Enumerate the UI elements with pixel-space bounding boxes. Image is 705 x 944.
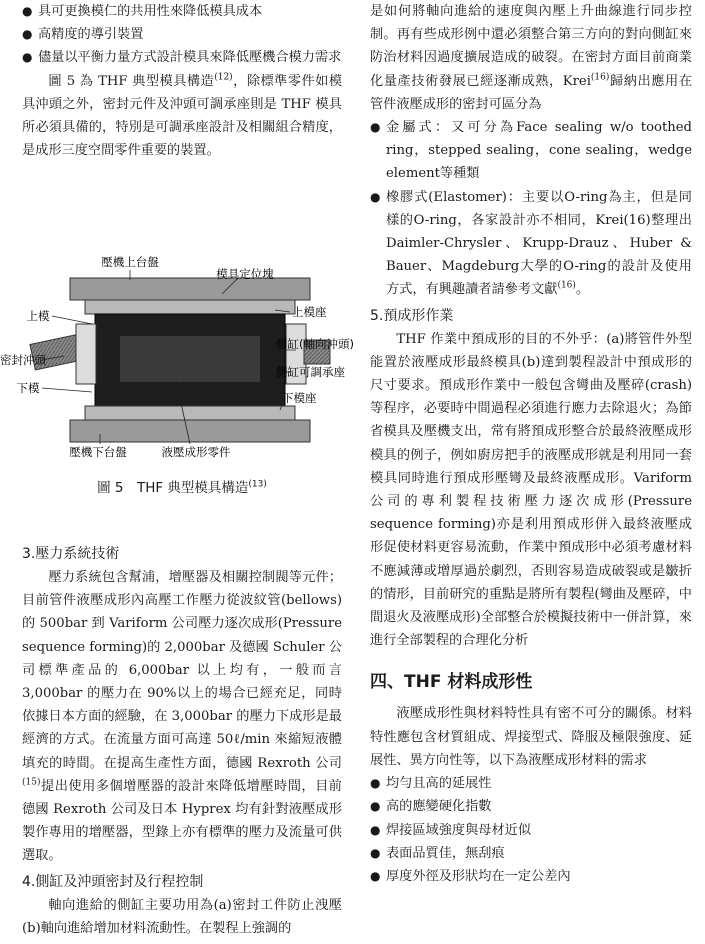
list-item: ● 金屬式：又可分為Face sealing w/o toothed ring，stepped sealing，cone sealing，wedge element等種類 [370,116,692,186]
upper-platen [70,278,310,300]
left-column-lower [22,466,342,496]
list-item: ● 高精度的導引裝置 [22,23,342,46]
label-side-cylinder: 側缸(軸向沖頭) [276,337,354,351]
bullet-icon: ● [370,799,381,814]
figure-intro-paragraph: 圖 5 為 THF 典型模具構造$^{(12)}$，除標準零件如模具沖頭之外，密封元件及沖頭可調承座則是 THF 模具所必須具備的，特別是可調承座設計及相關組合精度，是成形三度空間零件重要的裝置。 [22,72,343,159]
lower-seat [85,406,295,420]
label-upper-die: 上模 [26,309,50,323]
label-lower-die: 下模 [16,381,40,395]
label-lower-seat: 下模座 [282,391,317,405]
label-adjustable-seat: 側缸可調承座 [276,365,345,379]
list-item: ● 厚度外徑及形狀均在一定公差內 [370,865,692,888]
list-item: ● 儘量以平衡力量方式設計模具來降低壓機合模力需求 [22,46,342,69]
label-lower-platen: 壓機下台盤 [69,445,127,459]
section-5-title: 5.預成形作業 [370,307,454,324]
section-3-paragraph: 壓力系統包含幫浦，增壓器及相關控制閥等元件；目前管件液壓成形內高壓工作壓力從波紋管(bellows)的 500bar 到 Variform 公司壓力逐次成形(Pressure sequence forming)的 2,000bar 及德國 Schuler 公司標準產品的 6,000bar 以上均有，一般而言 3,000bar 的壓力在 90%以上的場合已經充足，同時依據日本方面的經驗，在 3,000bar 的壓力下成形是最經濟的方式。在流量方面可高達 50ℓ/min 來縮短液體填充的時間。在提高生產性方面，德國 Rexroth 公司$^{(15)}$提出使用多個增壓器的設計來降低增壓時間，目前德國 Rexroth 公司及日本 Hyprex 均有針對液壓成形製作專用的增壓器，型錄上亦有標準的壓力及流量可供選取。 [22,570,342,864]
list-item: ● 表面品質佳，無刮痕 [370,842,692,865]
left-adjustable-seat [76,324,96,384]
label-die-locator: 模具定位塊 [216,267,274,281]
upper-seat [85,300,295,314]
bullet-icon: ● [370,868,381,883]
lower-platen [70,420,310,442]
bullet-icon: ● [370,120,381,135]
bullet-icon: ● [370,189,381,204]
material-paragraph: 液壓成形性與材料特性具有密不可分的關係。材料特性應包含材質組成、焊接型式、降服及極限強度、延展性、異方向性等，以下為液壓成形材料的需求 [370,706,692,768]
label-seal-punch: 密封沖頭 [0,353,46,367]
figure-caption: 圖 5 THF 典型模具構造$^{(13)}$ [97,479,267,496]
section-4-paragraph: 軸向進給的側缸主要功用為(a)密封工件防止洩壓(b)軸向進給增加材料流動性。在製程上強調的 [22,897,342,936]
hydroformed-part [120,336,260,382]
sealing-paragraph: 是如何將軸向進給的速度與內壓上升曲線進行同步控制。再有些成形例中還必須整合第三方向的對向側缸來防治材料因過度擴展造成的破裂。在密封方面目前商業化量產技術發展已經逐漸成熟，Krei$^{(16)}$歸納出應用在管件液壓成形的密封可區分為 [370,4,693,112]
section-4-title: 4.側缸及沖頭密封及行程控制 [22,873,204,890]
bullet-icon: ● [22,50,33,65]
bullet-icon: ● [22,4,33,18]
die-structure-diagram [0,252,360,462]
list-item: ● 具可更換模仁的共用性來降低模具成本 [22,0,342,23]
bullet-icon: ● [370,845,381,860]
label-upper-seat: 上模座 [292,305,327,319]
bullet-icon: ● [22,27,33,42]
bullet-icon: ● [370,822,381,837]
left-column-sections [22,540,342,940]
section-5-paragraph: THF 作業中預成形的目的不外乎：(a)將管件外型能置於液壓成形最終模具(b)達到製程設計中預成形的尺寸要求。預成形作業中一般包含彎曲及壓碎(crash)等程序，必要時中間過程必須進行應力去除退火；為節省模具及壓機支出，常有將預成形整合於最終液壓成形模具的例子，例如廚房把手的液壓成形就是利用同一套模具同時進行預成形壓彎及最終液壓成形。Variform 公司的專利製程技術壓力逐次成形(Pressure sequence forming)亦是利用預成形併入最終液壓成形促使材料更容易流動，作業中預成形中必須考慮材料不應減薄或增厚過於劇烈，否則容易造成破裂或是皺折的情形，目前研究的重點是將所有製程(彎曲及壓碎，中間退火及液壓成形)全部整合於模擬技術中一併計算，來進行全部製程的合理化分析 [370,331,692,649]
section-3-title: 3.壓力系統技術 [22,546,120,562]
list-item: ● 焊接區域強度與母材近似 [370,819,692,842]
list-item: ● 高的應變硬化指數 [370,795,692,818]
label-hydroformed-part: 液壓成形零件 [161,445,231,459]
label-upper-platen: 壓機上台盤 [101,255,159,269]
list-item: ● 均勻且高的延展性 [370,772,692,795]
right-column [370,0,692,888]
bullet-icon: ● [370,776,381,791]
left-column [22,0,342,162]
figure-5 [0,252,360,462]
chapter-4-title: 四、THF 材料成形性 [370,672,533,693]
list-item: ● 橡膠式(Elastomer)：主要以O-ring為主，但是同樣的O-ring，各家設計亦不相同，Krei(16)整理出Daimler-Chrysler、Krupp-Drauz、Huber & Bauer、Magdeburg大學的O-ring的設計及使用方式，有興趣讀者請參考文獻$^{(16)}$。 [370,186,692,302]
